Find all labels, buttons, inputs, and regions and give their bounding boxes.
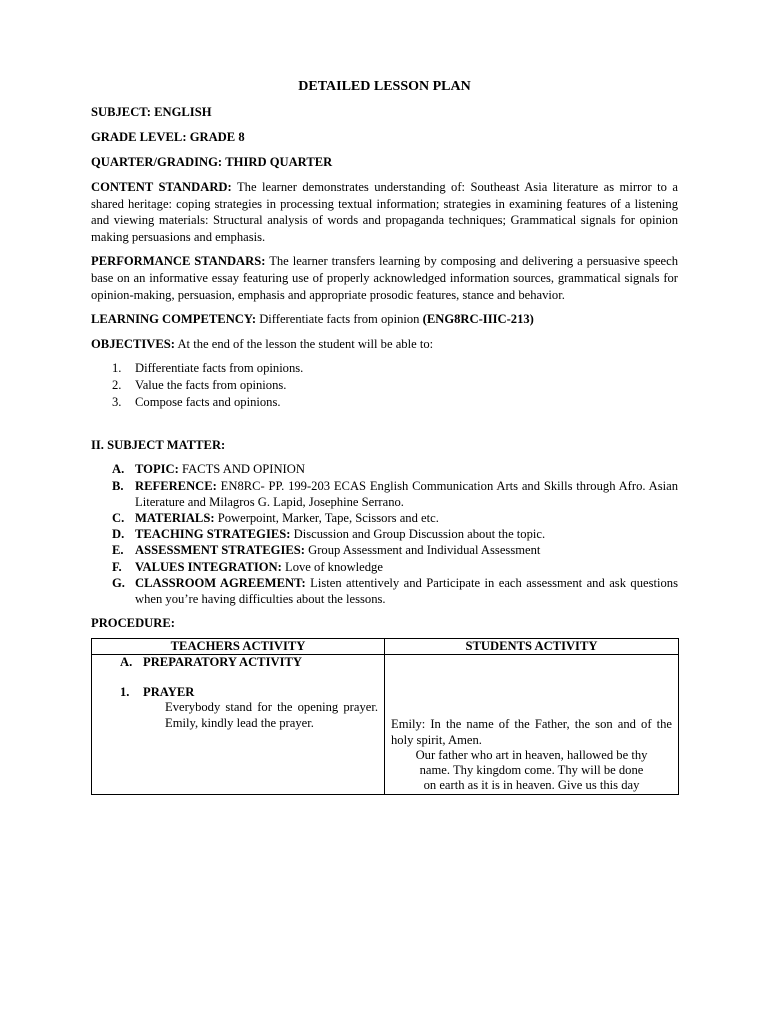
preparatory-activity-heading [98,655,378,670]
list-item [91,526,678,542]
list-item-letter: A. [112,462,125,477]
performance-standards-text: The learner transfers learning by composing and delivering a persuasive speech base on an informative essay featuring use of properly acknowledged information sources, grammatical signals for opinion-making, persuasion, emphasis and appropriate prosodic features, stance and behavior. [91,254,679,302]
list-item-letter: E. [112,543,124,558]
list-item-text: Powerpoint, Marker, Tape, Scissors and etc. [217,511,439,526]
subject-line [91,104,678,120]
step-number: 1. [120,685,130,700]
list-item-label: REFERENCE: [135,478,217,493]
list-item [91,377,678,394]
list-item-letter: B. [112,478,124,493]
subject-matter-list [91,461,678,607]
list-item-text: EN8RC- PP. 199-203 ECAS English Communication Arts and Skills through Afro. Asian Literature and Milagros G. Lapid, Josephine Serrano. [135,478,678,509]
list-item-label: VALUES INTEGRATION: [135,559,282,574]
list-item [91,575,678,607]
teacher-prayer-instruction: Everybody stand for the opening prayer. Emily, kindly lead the prayer. [165,700,378,730]
list-item-text: Love of knowledge [285,559,383,574]
prayer-line: on earth as it is in heaven. Give us this day [423,778,640,793]
learning-competency-text: Differentiate facts from opinion [259,312,420,327]
learning-competency-code: (ENG8RC-IIIC-213) [422,312,534,327]
step-title: PRAYER [143,685,195,700]
prayer-heading [98,685,378,700]
document-title: DETAILED LESSON PLAN [298,79,471,94]
table-row [92,655,679,794]
subject-value: ENGLISH [154,105,212,119]
objectives-label: OBJECTIVES: [91,336,175,351]
table-header-row [92,639,679,655]
list-item-letter: D. [112,527,125,542]
list-item [91,542,678,558]
list-item-number: 3. [112,394,122,409]
list-item [91,461,678,477]
teachers-activity-header: TEACHERS ACTIVITY [92,639,385,655]
quarter-line [91,154,678,170]
grade-level-line [91,129,678,145]
list-item [91,559,678,575]
objectives-text: At the end of the lesson the student will be able to: [177,336,434,351]
list-item-text: Value the facts from opinions. [135,378,287,393]
performance-standards-label: PERFORMANCE STANDARS: [91,254,266,269]
list-item-text: Group Assessment and Individual Assessment [308,543,541,558]
learning-competency [91,311,678,328]
list-item-letter: C. [112,511,125,526]
list-item-label: TOPIC: [135,462,179,477]
section-letter: A. [120,655,133,670]
list-item-number: 2. [112,378,122,393]
content-standard-label: CONTENT STANDARD: [91,180,232,194]
list-item-label: TEACHING STRATEGIES: [135,527,291,542]
activity-table [91,638,679,794]
objectives-list [91,360,678,410]
list-item-label: MATERIALS: [135,511,215,526]
list-item-text: Discussion and Group Discussion about the topic. [293,527,546,542]
list-item [91,478,678,510]
student-activity-cell [385,655,679,794]
procedure-heading: PROCEDURE: [91,616,175,631]
section-title: PREPARATORY ACTIVITY [143,655,302,670]
list-item [91,510,678,526]
list-item-text: Compose facts and opinions. [135,394,281,409]
learning-competency-label: LEARNING COMPETENCY: [91,312,257,327]
performance-standards [91,253,678,303]
list-item [91,394,678,411]
content-standard [91,179,678,245]
quarter-value: THIRD QUARTER [225,155,333,169]
student-emily-response: Emily: In the name of the Father, the son and of the holy spirit, Amen. [391,717,672,747]
list-item [91,360,678,377]
list-item-letter: G. [112,575,125,590]
prayer-line: Our father who art in heaven, hallowed be thy [415,747,648,762]
objectives-intro [91,336,678,353]
subject-matter-heading: II. SUBJECT MATTER: [91,438,226,453]
quarter-label: QUARTER/GRADING: [91,155,223,169]
lesson-plan-content [91,79,678,795]
list-item-text: FACTS AND OPINION [182,462,305,477]
prayer-line: name. Thy kingdom come. Thy will be done [419,763,644,778]
list-item-label: CLASSROOM AGREEMENT: [135,575,306,590]
list-item-number: 1. [112,361,122,376]
subject-label: SUBJECT: [91,105,151,119]
students-activity-header: STUDENTS ACTIVITY [385,639,679,655]
list-item-label: ASSESSMENT STRATEGIES: [135,543,305,558]
list-item-text: Differentiate facts from opinions. [135,361,304,376]
list-item-letter: F. [112,559,122,574]
teacher-activity-cell [92,655,385,794]
grade-label: GRADE LEVEL: [91,130,187,144]
grade-value: GRADE 8 [189,130,245,144]
content-standard-text: The learner demonstrates understanding of: Southeast Asia literature as mirror to a shared heritage: coping strategies in processing textual information; strategies in examining features of a listening and viewing materials: Structural analysis of words and propaganda techniques; Grammatical signals for opinion making persuasions and emphasis. [91,180,678,244]
list-item-text: Listen attentively and Participate in each assessment and ask questions when you’re having difficulties about the lessons. [135,575,678,607]
